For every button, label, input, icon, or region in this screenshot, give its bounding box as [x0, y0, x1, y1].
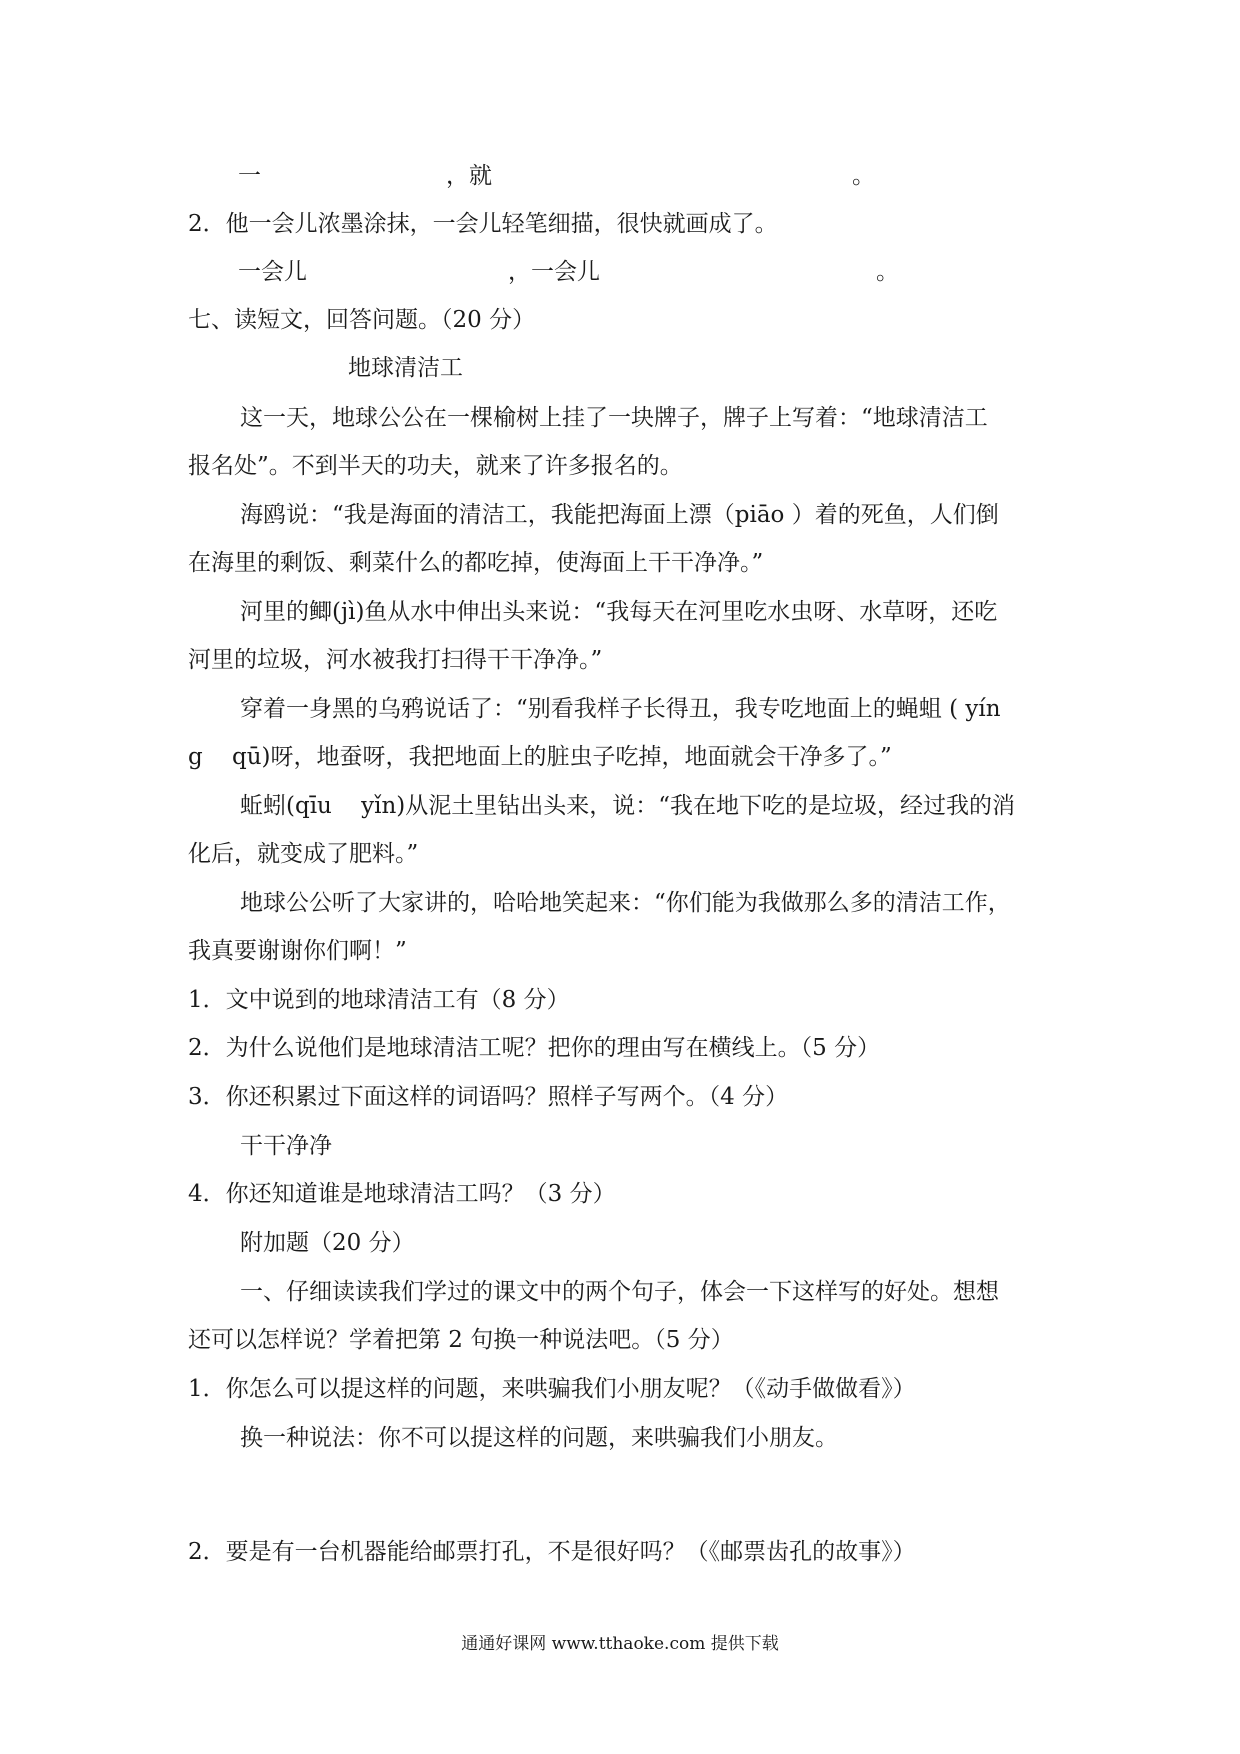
- question-2: 2．为什么说他们是地球清洁工呢？把你的理由写在横线上。（5 分）: [188, 1035, 881, 1061]
- bonus-item-1-rewrite: 换一种说法：你不可以提这样的问题，来哄骗我们小朋友。: [240, 1425, 838, 1451]
- story-line: 报名处”。不到半天的功夫，就来了许多报名的。: [188, 453, 683, 479]
- bonus-item-2: 2．要是有一台机器能给邮票打孔，不是很好吗？（《邮票齿孔的故事》）: [188, 1539, 916, 1565]
- story-line: 在海里的剩饭、剩菜什么的都吃掉，使海面上干干净净。”: [188, 550, 764, 576]
- item2-sentence: 2．他一会儿浓墨涂抹，一会儿轻笔细描，很快就画成了。: [188, 211, 778, 237]
- story-line: 河里的鲫(jì)鱼从水中伸出头来说：“我每天在河里吃水虫呀、水草呀，还吃: [240, 599, 998, 625]
- story-line: g qū)呀，地蚕呀，我把地面上的脏虫子吃掉，地面就会干净多了。”: [188, 744, 892, 770]
- story-title: 地球清洁工: [348, 355, 463, 381]
- pattern-b-part3: 。: [876, 259, 899, 285]
- pattern-b-part1: 一会儿: [238, 259, 307, 285]
- pattern-a-part1: 一: [238, 163, 261, 189]
- story-line: 河里的垃圾，河水被我打扫得干干净净。”: [188, 647, 603, 673]
- bonus-intro-line: 还可以怎样说？学着把第 2 句换一种说法吧。（5 分）: [188, 1327, 734, 1353]
- bonus-intro-line: 一、仔细读读我们学过的课文中的两个句子，体会一下这样写的好处。想想: [240, 1279, 999, 1305]
- story-line: 海鸥说：“我是海面的清洁工，我能把海面上漂（piāo ）着的死鱼，人们倒: [240, 502, 999, 528]
- story-line: 蚯蚓(qīu yǐn)从泥土里钻出头来，说：“我在地下吃的是垃圾，经过我的消: [240, 793, 1016, 819]
- story-line: 穿着一身黑的乌鸦说话了：“别看我样子长得丑，我专吃地面上的蝇蛆 ( yín: [240, 696, 1001, 722]
- question-4: 4．你还知道谁是地球清洁工吗？（3 分）: [188, 1181, 616, 1207]
- story-line: 化后，就变成了肥料。”: [188, 841, 419, 867]
- story-line: 这一天，地球公公在一棵榆树上挂了一块牌子，牌子上写着：“地球清洁工: [240, 405, 988, 431]
- story-line: 我真要谢谢你们啊！”: [188, 938, 407, 964]
- pattern-a-part3: 。: [852, 163, 875, 189]
- pattern-a-part2: ，就: [446, 163, 492, 189]
- story-line: 地球公公听了大家讲的，哈哈地笑起来：“你们能为我做那么多的清洁工作，: [240, 890, 1011, 916]
- bonus-item-1: 1．你怎么可以提这样的问题，来哄骗我们小朋友呢？（《动手做做看》）: [188, 1376, 916, 1402]
- pattern-b-part2: ，一会儿: [508, 259, 600, 285]
- question-1: 1．文中说到的地球清洁工有（8 分）: [188, 987, 570, 1013]
- example-word: 干干净净: [240, 1133, 332, 1159]
- question-3: 3．你还积累过下面这样的词语吗？照样子写两个。（4 分）: [188, 1084, 789, 1110]
- section7-heading: 七、读短文，回答问题。（20 分）: [188, 307, 536, 333]
- page-footer: 通通好课网 www.tthaoke.com 提供下载: [461, 1634, 779, 1654]
- bonus-heading: 附加题（20 分）: [240, 1230, 415, 1256]
